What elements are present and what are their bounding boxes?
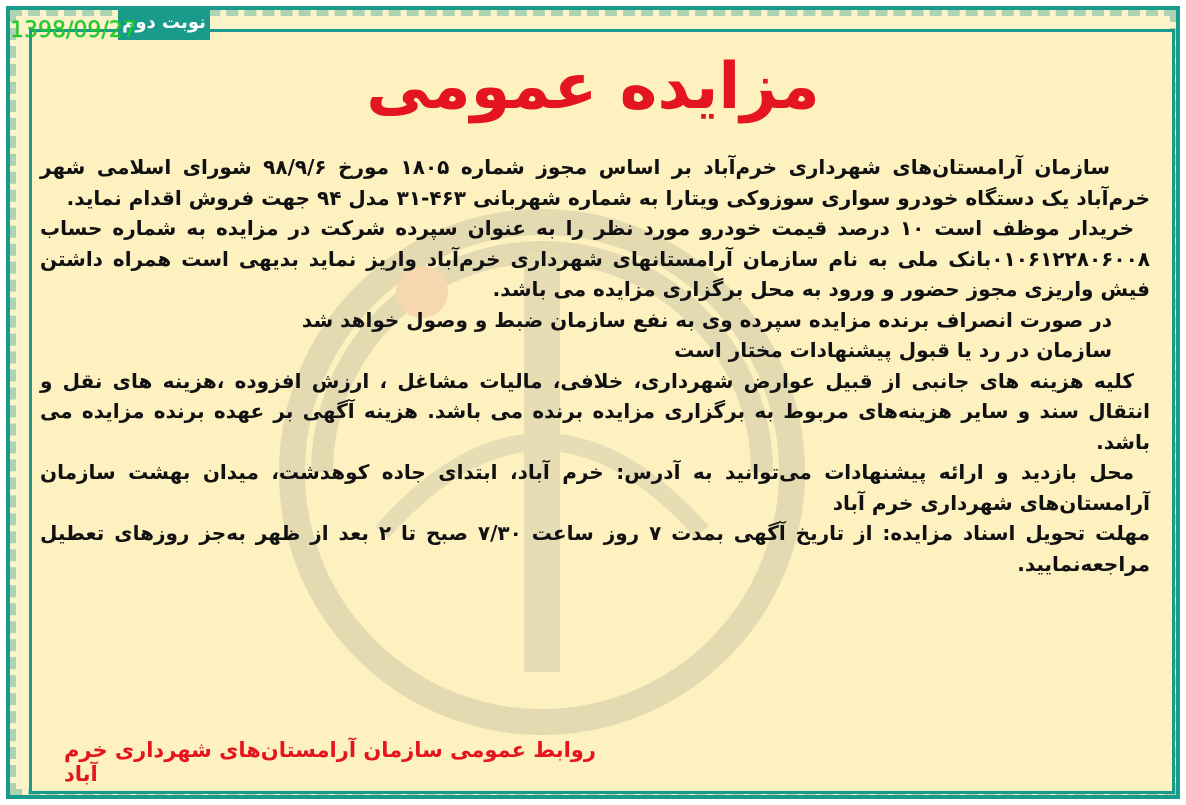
page-title: مزایده عمومی <box>366 50 820 124</box>
footer-signature: روابط عمومی سازمان آرامستان‌های شهرداری خرم آباد <box>64 738 596 786</box>
paragraph: در صورت انصراف برنده مزایده سپرده وی به نفع سازمان ضبط و وصول خواهد شد <box>301 307 1112 332</box>
notice-body <box>40 152 1150 579</box>
paragraph: خریدار موظف است ۱۰ درصد قیمت خودرو مورد نظر را به عنوان سپرده شرکت در مزایده به شماره حساب ۰۱۰۶۱۲۲۸۰۶۰۰۸بانک ملی به نام سازمان آرامستانهای شهرداری خرم‌آباد واریز نماید بدیهی است همراه داشتن فیش واریزی مجوز حضور و ورود به محل برگزاری مزایده می باشد. <box>40 216 1150 301</box>
paragraph: محل بازدید و ارائه پیشنهادات می‌توانید به آدرس: خرم آباد، ابتدای جاده کوهدشت، میدان بهشت سازمان آرامستان‌های شهرداری خرم آباد <box>40 460 1150 515</box>
paragraph: کلیه هزینه های جانبی از قبیل عوارض شهرداری، خلافی، مالیات مشاغل ، ارزش افزوده ،هزینه های نقل و انتقال سند و سایر هزینه‌های مربوط به برگزاری مزایده برنده می باشد. هزینه آگهی بر عهده برنده مزایده می باشد. <box>40 368 1150 454</box>
paragraph: سازمان در رد یا قبول پیشنهادات مختار است <box>674 338 1112 362</box>
paragraph: مهلت تحویل اسناد مزایده: از تاریخ آگهی بمدت ۷ روز ساعت ۷/۳۰ صبح تا ۲ بعد از ظهر به‌جز روزهای تعطیل مراجعه‌نمایید. <box>40 521 1151 576</box>
paragraph: سازمان آرامستان‌های شهرداری خرم‌آباد بر اساس مجوز شماره ۱۸۰۵ مورخ ۹۸/۹/۶ شورای اسلامی شهر خرم‌آباد یک دستگاه خودرو سواری سوزوکی ویتارا به شماره شهربانی ۴۶۳-۳۱ مدل ۹۴ جهت فروش اقدام نماید. <box>40 155 1150 210</box>
round-badge: نوبت دوم <box>118 6 210 40</box>
date-stamp: 1398/09/27 <box>10 18 137 43</box>
